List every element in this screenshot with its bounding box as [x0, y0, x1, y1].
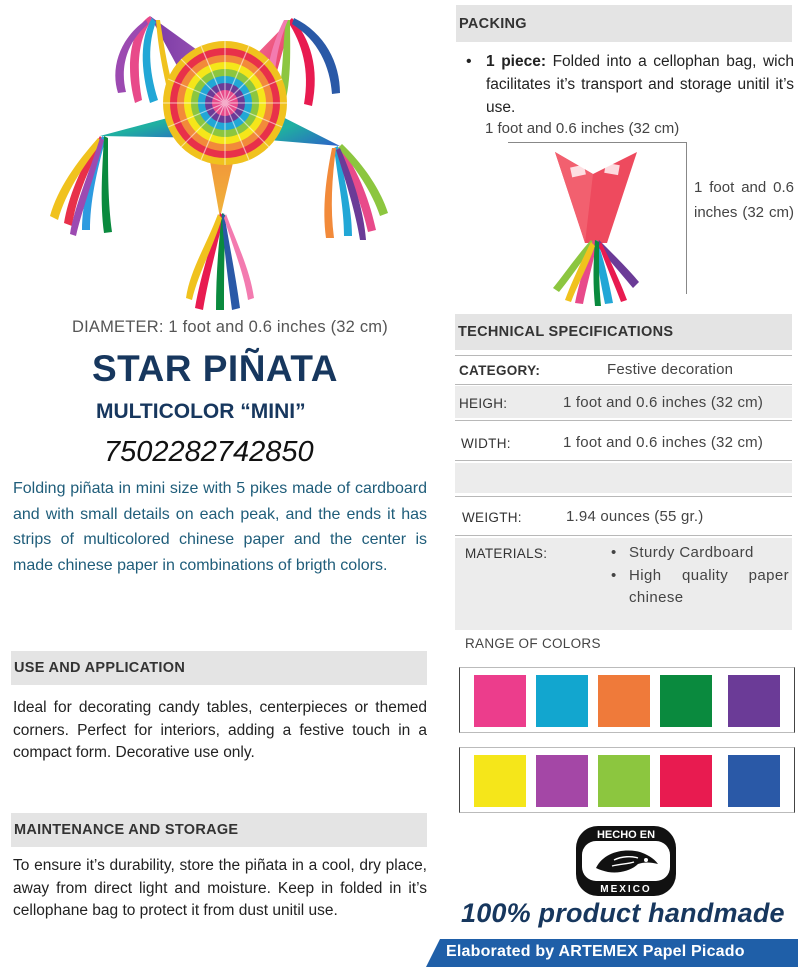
spec-divider — [455, 420, 792, 421]
spec-label-heigh: HEIGH: — [459, 396, 508, 411]
materials-item — [611, 565, 789, 610]
product-subtitle: MULTICOLOR “MINI” — [96, 400, 306, 423]
materials-item-text: High quality paper chinese — [629, 566, 789, 606]
packing-height-label: 1 foot and 0.6 inches (32 cm) — [694, 179, 794, 221]
tassel-bottom — [186, 213, 254, 310]
color-swatch-row-1 — [459, 667, 795, 733]
packing-item — [466, 50, 794, 119]
packing-item-text: Folded into a cellophan bag, wich facilitates it’s transport and storage unitil it’s use. — [486, 53, 794, 116]
barcode-number: 7502282742850 — [104, 436, 314, 468]
spec-row-empty — [455, 463, 792, 493]
color-swatch — [728, 755, 780, 807]
spec-value-category: Festive decoration — [607, 361, 734, 378]
packing-width-label: 1 foot and 0.6 inches (32 cm) — [485, 120, 680, 137]
spec-divider — [455, 535, 792, 536]
spec-label-weigth: WEIGTH: — [462, 510, 522, 525]
spec-value-heigh: 1 foot and 0.6 inches (32 cm) — [563, 394, 764, 411]
product-description: Folding piñata in mini size with 5 pikes made of cardboard and with small details on each peak, and the ends it has strips of multicolored chinese paper and the center is made chinese paper in combinations of brigth colors. — [13, 480, 427, 574]
spec-row-width — [455, 426, 792, 458]
logo-top-text: HECHO EN — [596, 829, 656, 841]
spec-label-width: WIDTH: — [461, 436, 511, 451]
spec-divider — [455, 384, 792, 385]
height-dimension-line — [686, 142, 687, 294]
tassel-left — [50, 136, 112, 236]
maintenance-text: To ensure it’s durability, store the piñata in a cool, dry place, away from direct light and moisture. Keep in folded in it’s cellophane bag to protect it from dust unitil use. — [13, 857, 427, 919]
color-swatch — [474, 755, 526, 807]
spec-row-heigh — [455, 386, 792, 418]
color-swatch — [474, 675, 526, 727]
use-application-heading: USE AND APPLICATION — [11, 651, 427, 685]
color-swatch — [660, 675, 712, 727]
spec-row-category — [455, 356, 792, 384]
bullet-icon: • — [466, 53, 472, 70]
color-swatch — [660, 755, 712, 807]
use-application-text: Ideal for decorating candy tables, centerpieces or themed corners. Perfect for interiors, adding a festive touch in a compact form. Decorative use only. — [13, 699, 427, 761]
materials-item-text: Sturdy Cardboard — [629, 544, 754, 561]
folded-pinata-bag-image — [545, 148, 645, 308]
tassel-right — [324, 144, 388, 240]
color-swatch — [598, 675, 650, 727]
materials-list — [611, 542, 789, 610]
color-swatch — [536, 675, 588, 727]
spec-value-weigth: 1.94 ounces (55 gr.) — [566, 508, 704, 525]
bullet-icon: • — [611, 566, 617, 584]
spec-row-materials — [455, 538, 792, 630]
spec-value-width: 1 foot and 0.6 inches (32 cm) — [563, 434, 764, 451]
product-title: STAR PIÑATA — [92, 348, 338, 389]
color-swatch — [598, 755, 650, 807]
packing-item-bold: 1 piece: — [486, 53, 546, 70]
handmade-tagline: 100% product handmade — [461, 898, 785, 928]
width-dimension-line — [508, 142, 686, 143]
spec-divider — [455, 496, 792, 497]
rainbow-center — [163, 41, 287, 165]
bullet-icon: • — [611, 544, 617, 561]
maintenance-heading: MAINTENANCE AND STORAGE — [11, 813, 427, 847]
technical-specs-heading: TECHNICAL SPECIFICATIONS — [455, 314, 792, 350]
logo-bottom-text: MEXICO — [600, 884, 652, 895]
color-swatch — [728, 675, 780, 727]
materials-item — [611, 542, 789, 565]
footer-credit: Elaborated by ARTEMEX Papel Picado — [446, 943, 745, 960]
packing-heading: PACKING — [456, 5, 792, 42]
spec-divider — [455, 460, 792, 461]
hecho-en-mexico-logo — [574, 824, 678, 898]
color-swatch — [536, 755, 588, 807]
range-of-colors-label: RANGE OF COLORS — [465, 636, 601, 651]
star-pinata-image — [40, 8, 400, 313]
color-swatch-row-2 — [459, 747, 795, 813]
spec-label-category: CATEGORY: — [459, 363, 541, 378]
diameter-caption: DIAMETER: 1 foot and 0.6 inches (32 cm) — [72, 318, 388, 336]
spec-row-weigth — [455, 500, 792, 533]
spec-label-materials: MATERIALS: — [465, 546, 548, 561]
